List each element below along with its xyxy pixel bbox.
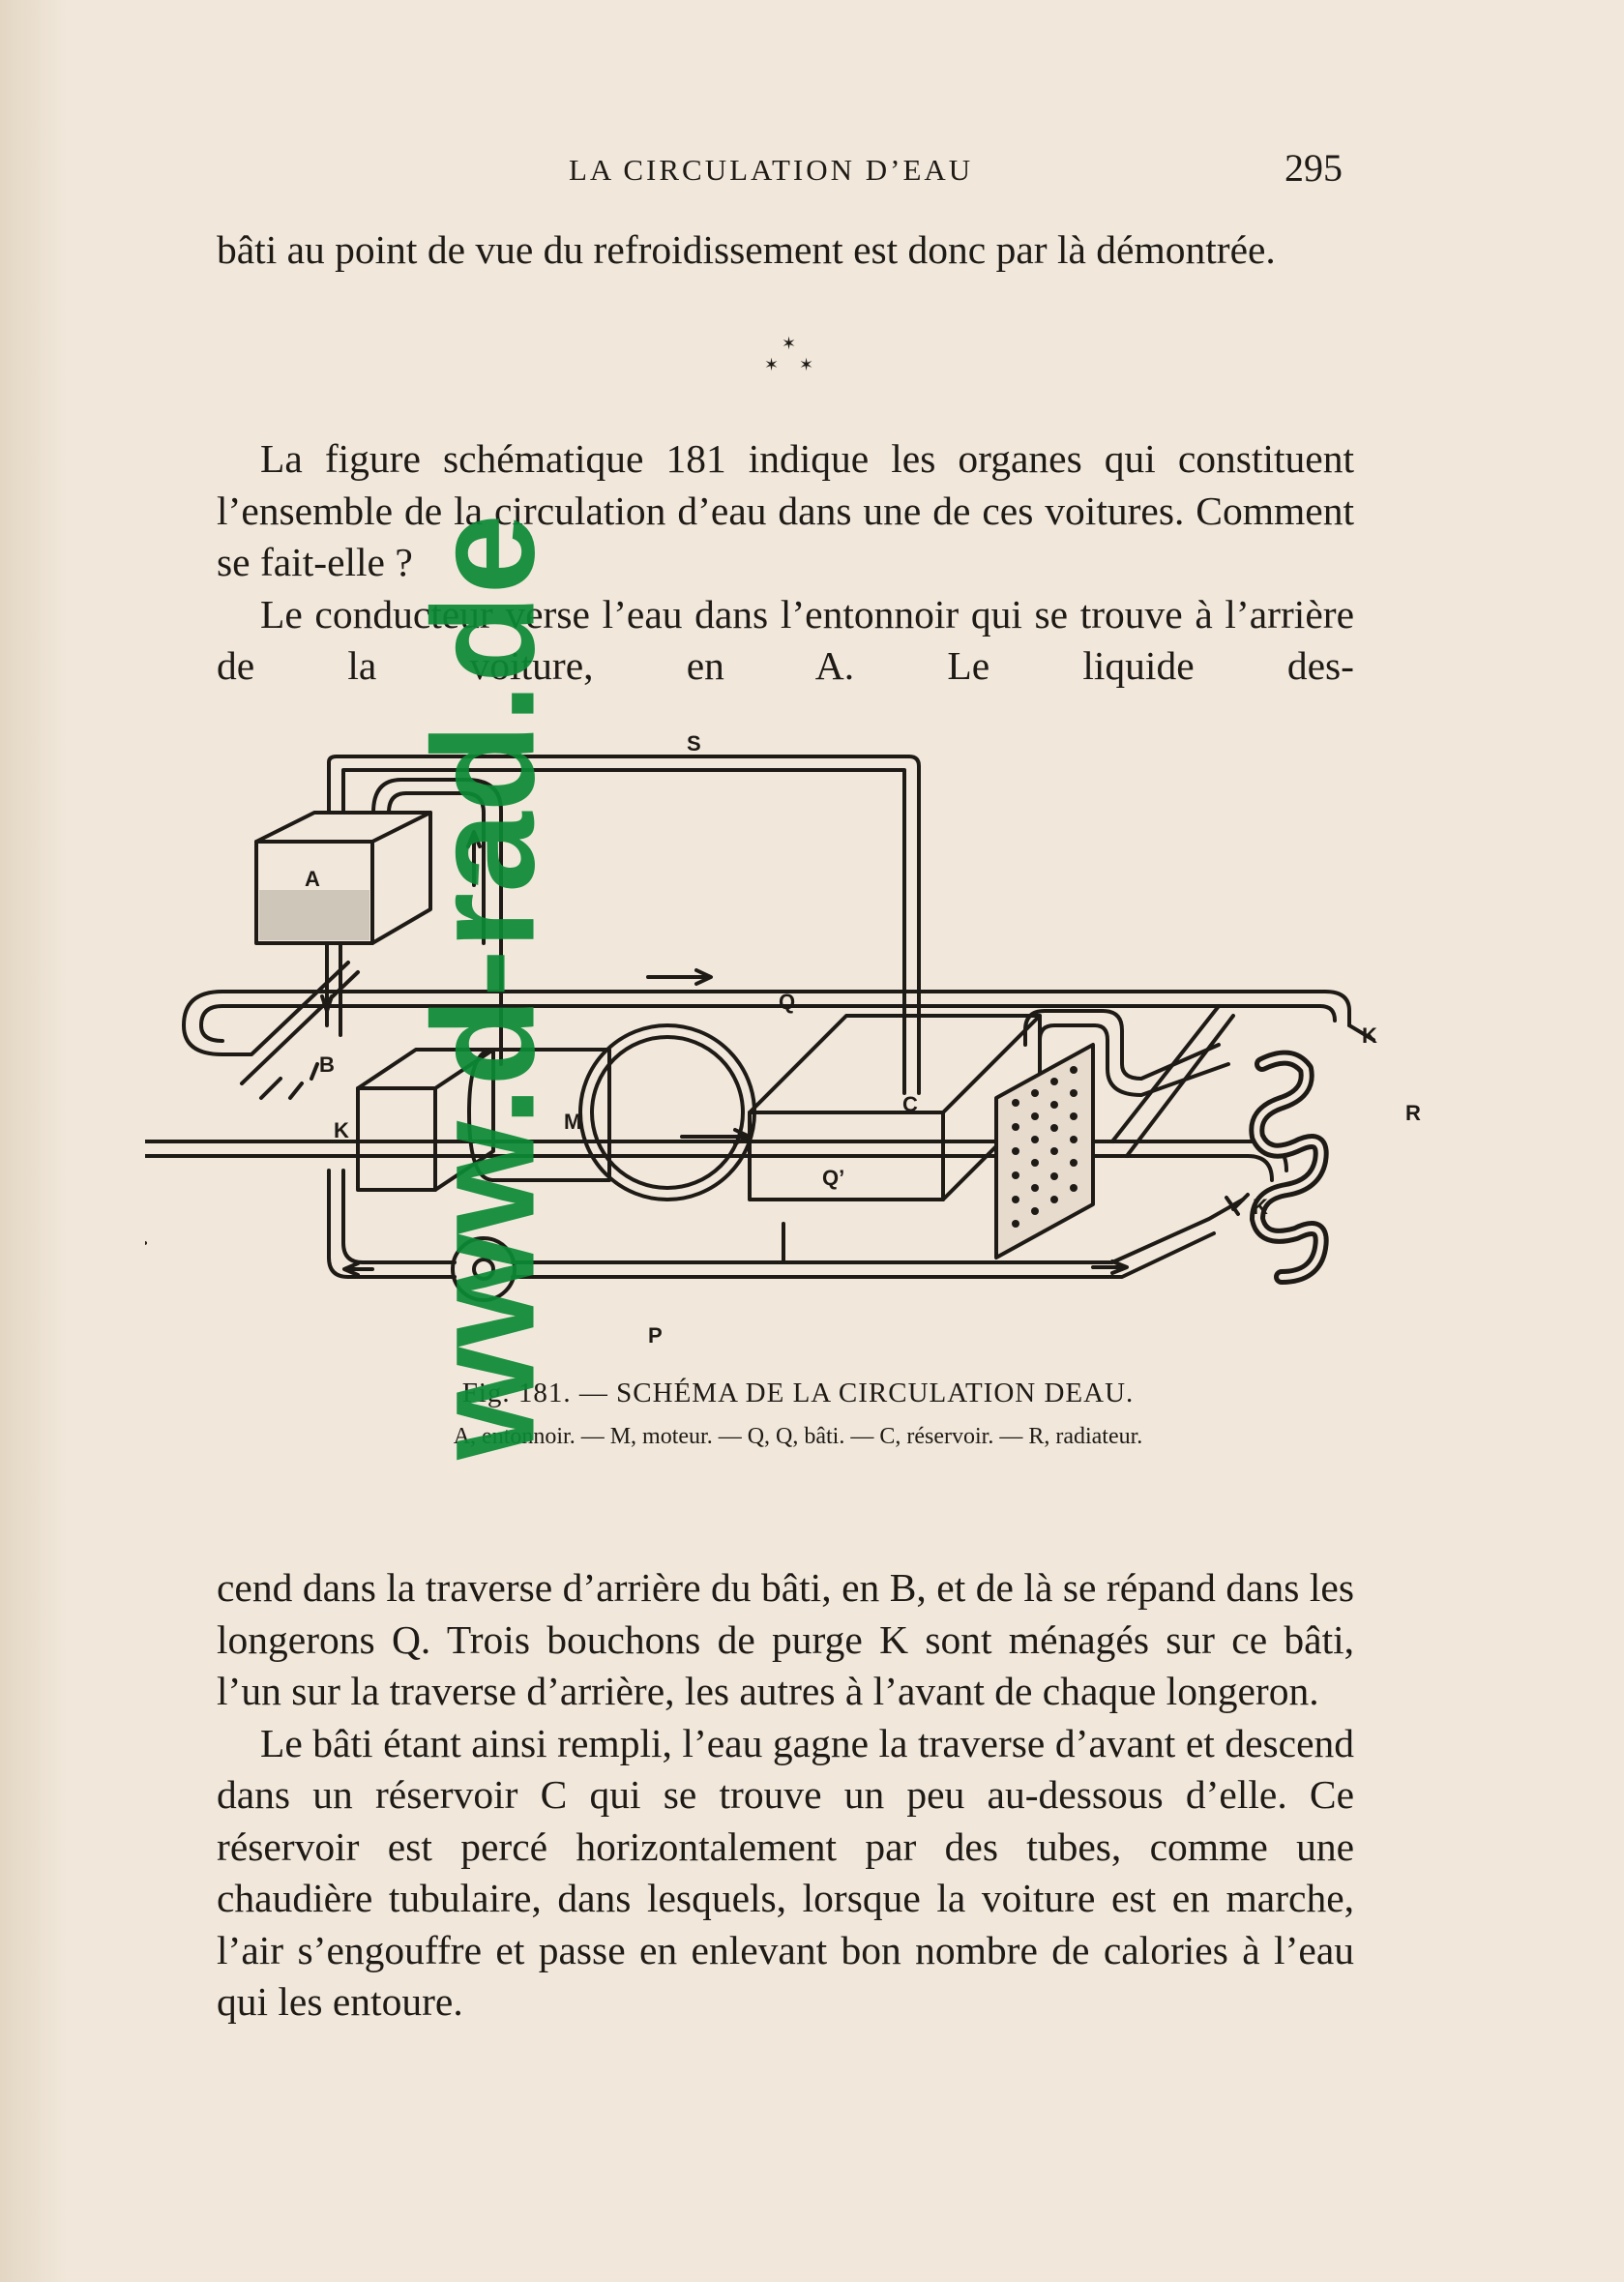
label-q-prime: Q’ <box>822 1166 845 1190</box>
label-k-front: K <box>1362 1023 1377 1048</box>
watermark-text: www.d-rad.de <box>401 514 565 1460</box>
label-q: Q <box>779 990 796 1014</box>
page-number: 295 <box>1284 146 1343 190</box>
text-block-top <box>217 224 1354 277</box>
page-edge-shadow <box>0 0 68 2282</box>
paragraph-2: La figure schématique 181 indique les organes qui constituent l’ensemble de la circulation d’eau dans une de ces voitures. Comment se fait-elle ? <box>217 436 1354 584</box>
circulation-diagram <box>145 716 1441 1364</box>
label-p: P <box>648 1323 663 1348</box>
label-r: R <box>1405 1101 1421 1125</box>
label-k-side: K <box>1253 1195 1268 1219</box>
running-header: LA CIRCULATION D’EAU <box>569 153 974 187</box>
figure-caption-legend: A, entonnoir. — M, moteur. — Q, Q, bâti. — C, réservoir. — R, radiateur. <box>453 1424 1143 1449</box>
label-c: C <box>902 1092 918 1116</box>
figure-caption-title: Fig. 181. — SCHÉMA DE LA CIRCULATION DEAU. <box>461 1378 1135 1408</box>
label-b: B <box>319 1052 335 1077</box>
section-separator: ✶ ✶ ✶ <box>764 334 814 374</box>
paragraph-3: Le conducteur verse l’eau dans l’entonnoir qui se trouve à l’arrière de la voiture, en A. Le liquide des- <box>217 591 1354 688</box>
label-a: A <box>305 867 320 891</box>
label-k-rear: K <box>334 1118 349 1142</box>
paragraph-4: cend dans la traverse d’arrière du bâti, en B, et de là se répand dans les longerons Q. Trois bouchons de purge K sont ménagés sur ce bâti, l’un sur la traverse d’arrière, les autres à l’avant de chaque longeron. <box>217 1565 1354 1713</box>
text-block-intro <box>217 433 1354 693</box>
paragraph-5: Le bâti étant ainsi rempli, l’eau gagne la traverse d’avant et descend dans un réservoir C qui se trouve un peu au-dessous d’elle. Ce réservoir est percé horizontalement par des tubes, comme une chaudière tubulaire, dans lesquels, lorsque la voiture est en marche, l’air s’engouffre et passe en enlevant bon nombre de calories à l’eau qui les entoure. <box>217 1720 1354 2024</box>
label-s: S <box>687 731 701 756</box>
label-m: M <box>564 1110 582 1134</box>
paragraph-1: bâti au point de vue du refroidissement est donc par là démontrée. <box>217 227 1276 272</box>
diagram-drawing <box>145 716 1441 1364</box>
text-block-bottom <box>217 1562 1354 2029</box>
